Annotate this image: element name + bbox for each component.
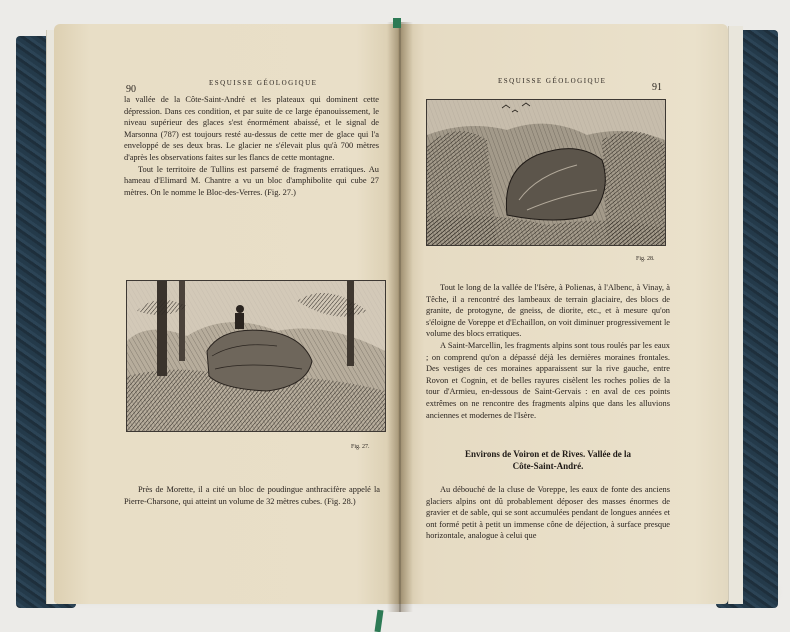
running-head: ESQUISSE GÉOLOGIQUE bbox=[209, 79, 318, 87]
text-block-top bbox=[124, 94, 379, 198]
left-page bbox=[54, 24, 410, 604]
page-edges-right bbox=[728, 26, 743, 604]
text-block-last: Au débouché de la cluse de Voreppe, les eaux de fonte des anciens glaciers alpins ont dû probablement déposer des masses énormes de gravier et de sable, qui se sont accumulées pendant de longues années et ont formé petit à petit un immense cône de déjection, à surface presque horizontale, analogue à celui que bbox=[426, 485, 670, 541]
page-number: 90 bbox=[126, 84, 136, 95]
page-number: 91 bbox=[652, 82, 662, 93]
figure-caption: Fig. 28. bbox=[636, 256, 655, 262]
right-page bbox=[398, 24, 728, 604]
section-heading-line: Environs de Voiron et de Rives. Vallée de la bbox=[465, 449, 631, 459]
book-gutter bbox=[387, 22, 413, 612]
running-head: ESQUISSE GÉOLOGIQUE bbox=[498, 77, 607, 85]
bookmark-ribbon-top bbox=[393, 18, 401, 28]
section-heading bbox=[426, 448, 670, 472]
paragraph: Tout le territoire de Tullins est parsemé de fragments erratiques. Au hameau d'Elimard M. Chantre a vu un bloc d'amphibolite qui cube 27 mètres. On le nomme le Bloc-des-Verres. (Fig. 27.) bbox=[124, 164, 379, 197]
paragraph: la vallée de la Côte-Saint-André et les plateaux qui dominent cette dépression. Dans ces condition, et par suite de ce large épanouissement, le niveau supérieur des glaces s'est énormément abaissé, et le signal de Marsonna (787) est toujours resté au-dessus de cette mer de glace qui l'a enveloppé de ses deux bras. Le glacier ne s'élevait plus qu'à 700 mètres d'après les observations faites sur les flancs de cette montagne. bbox=[124, 95, 379, 162]
figure-28-illustration bbox=[426, 99, 666, 246]
paragraph: Tout le long de la vallée de l'Isère, à Polienas, à l'Albenc, à Vinay, à Têche, il a rencontré des lambeaux de terrain glaciaire, des blocs de granite, de protogyne, de gneiss, de diorite, etc., et à mesure qu'on s'éloigne de Voreppe et d'Echaillon, on voit diminuer progressivement le volume des blocs erratiques. bbox=[426, 283, 670, 339]
engraving-bloc-des-verres bbox=[127, 281, 385, 431]
figure-caption: Fig. 27. bbox=[351, 444, 370, 450]
figure-27-illustration bbox=[126, 280, 386, 432]
engraving-pierre-charsone bbox=[427, 100, 665, 245]
text-block-main bbox=[426, 282, 670, 421]
paragraph: A Saint-Marcellin, les fragments alpins sont tous roulés par les eaux ; on comprend qu'on a dépassé déjà les dernières moraines frontales. Des vestiges de ces moraines apparaissent sur la rive gauche, entre Rovon et Cognin, et de belles rayures cisèlent les roches polies de la tour d'Armieu, en-dessous de Saint-Gervais : en aval de ces points extrêmes on ne rencontre des fragments alpins que dans les alluvions anciennes et modernes de l'Isère. bbox=[426, 340, 670, 420]
section-heading-line: Côte-Saint-André. bbox=[512, 461, 584, 471]
open-book bbox=[16, 22, 778, 612]
text-block-bottom: Près de Morette, il a cité un bloc de poudingue anthracifère appelé la Pierre-Charsone, qui atteint un volume de 32 mètres cubes. (Fig. 28.) bbox=[124, 485, 380, 506]
bookmark-ribbon-bottom bbox=[374, 610, 383, 632]
